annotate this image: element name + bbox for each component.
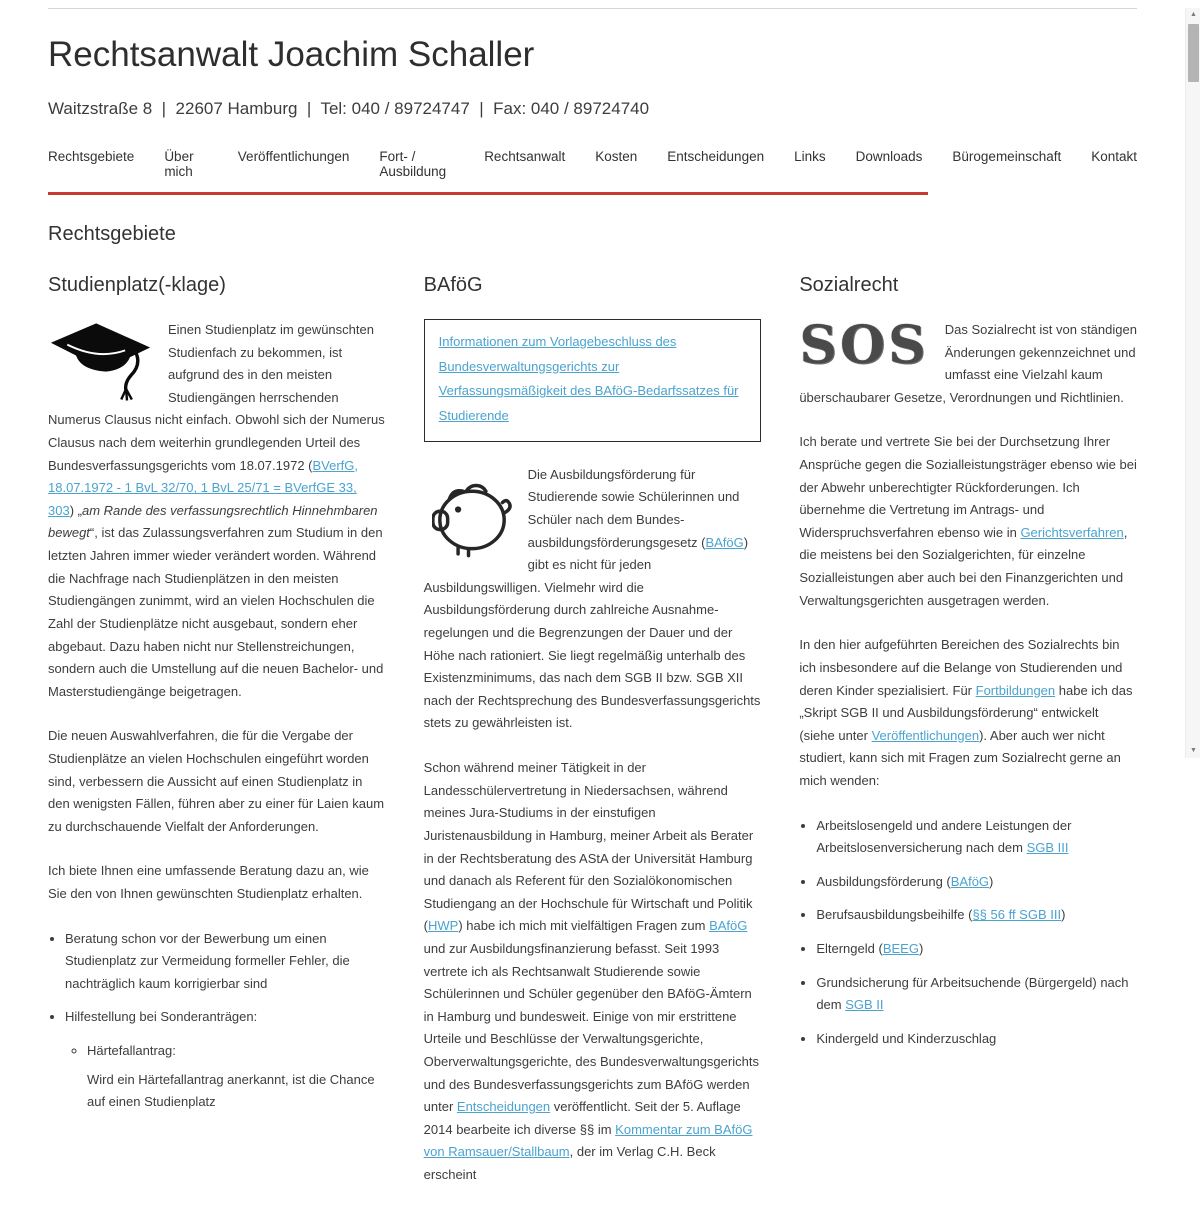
nav-item-kosten[interactable]: Kosten	[595, 149, 638, 164]
paragraph: Ich biete Ihnen eine umfassende Beratung dazu an, wie Sie den von Ihnen gewünschten Studienplatz erhalten.	[48, 863, 369, 902]
list-item: • Kindergeld und Kinderzuschlag	[816, 1028, 1137, 1051]
bullet-list	[48, 928, 386, 1114]
piggy-bank-icon	[432, 466, 512, 560]
browser-viewport	[0, 8, 1200, 1183]
main-nav	[48, 149, 1137, 179]
column-studienplatz	[48, 274, 386, 1209]
list-item: • Beratung schon vor der Bewerbung um einen Studienplatz zur Vermeidung formeller Fehler, die nachträglich kaum korrigierbar sind	[65, 928, 386, 996]
list-item: • Ausbildungsförderung (BAföG)	[816, 871, 1137, 894]
scrollbar-up-arrow[interactable]: ▲	[1190, 11, 1197, 18]
nav-underline-accent	[48, 192, 928, 195]
site-title: Rechtsanwalt Joachim Schaller	[48, 35, 535, 74]
inline-link[interactable]: BEEG	[882, 941, 919, 957]
inline-link[interactable]: Veröffentlichungen	[871, 727, 980, 743]
nav-item-rechtsanwalt[interactable]: Rechtsanwalt	[484, 149, 566, 164]
nav-item-entscheidungen[interactable]: Entscheidungen	[667, 149, 765, 164]
nav-item-rechtsgebiete[interactable]: Rechtsgebiete	[48, 149, 135, 164]
nav-item-downloads[interactable]: Downloads	[855, 149, 923, 164]
nav-item-ueber-mich[interactable]: Über mich	[164, 149, 194, 179]
scrollbar-thumb[interactable]	[1188, 24, 1199, 82]
inline-link[interactable]: BAföG	[705, 534, 744, 550]
inline-link[interactable]: BAföG	[950, 873, 990, 889]
rechtsgebiete-columns	[48, 274, 1137, 1209]
list-item: • Arbeitslosengeld und andere Leistungen der Arbeitslosenversicherung nach dem SGB III	[816, 815, 1137, 860]
paragraph: Die Ausbildungsförderung für Studierende sowie Schülerinnen und Schüler nach dem Bundesausbildungsförderungsgesetz (BAföG) gibt es nicht für jeden Ausbildungswilligen. Vielmehr wird die Ausbildungsförderung durch zahlreiche Ausnahmeregelungen und die Begrenzungen der Dauer und der Höhe nach rationiert. Sie liegt regelmäßig unterhalb des Existenzminimums, das nach dem SGB II bzw. SGB XII nach der Rechtsprechung des Bundesverfassungsgerichts stets zu gewährleisten ist.	[423, 466, 761, 731]
inline-link[interactable]: Entscheidungen	[456, 1099, 551, 1115]
nav-item-fort-ausbildung[interactable]: Fort- / Ausbildung	[379, 149, 447, 179]
list-item: • Hilfestellung bei Sonderanträgen: ◦ Härtefallantrag: Wird ein Härtefallantrag anerkannt, ist die Chance auf einen Studienplatz	[65, 1006, 386, 1113]
page-title: Rechtsgebiete	[48, 223, 176, 245]
paragraph: Schon während meiner Tätigkeit in der Landesschülervertretung in Niedersachsen, während meines Jura-Studiums in der einstufigen Juristenausbildung in Hamburg, meiner Arbeit als Berater in der Rechtsberatung des AStA der Universität Hamburg und danach als Referent für den Sozialökonomischen Studiengang an der Hochschule für Wirtschaft und Politik (HWP) habe ich mich mit vielfältigen Fragen zum BAföG und zur Ausbildungsfinanzierung befasst. Seit 1993 vertrete ich als Rechtsanwalt Studierende sowie Schülerinnen und Schüler gegenüber den BAföG-Ämtern in Hamburg und bundesweit. Einige von mir erstrittene Urteile und Beschlüsse der Verwaltungsgerichte, Oberverwaltungsgerichte, des Bundesverwaltungsgerichts und des Bundesverfassungsgerichts zum BAföG werden unter Entscheidungen veröffentlicht. Seit der 5. Auflage 2014 bearbeite ich diverse §§ im Kommentar zum BAföG von Ramsauer/Stallbaum, der im Verlag C.H. Beck erscheint	[423, 760, 759, 1183]
column-bafoeg	[424, 274, 762, 1209]
list-item: ◦ Härtefallantrag: Wird ein Härtefallantrag anerkannt, ist die Chance auf einen Studienplatz	[87, 1040, 386, 1114]
paragraph: Einen Studienplatz im gewünschten Studienfach zu bekommen, ist aufgrund des in den meisten Studiengängen herrschenden Numerus Clausus nicht einfach. Obwohl sich der Numerus Clausus nach dem weiterhin grundlegenden Urteil des Bundesverfassungsgerichts vom 18.07.1972 (BVerfG, 18.07.1972 - 1 BvL 32/70, 1 BvL 25/71 = BVerfGE 33, 303) „am Rande des verfassungsrechtlich Hinnehmbaren bewegt“, ist das Zulassungsverfahren zum Studium in den letzten Jahren immer wieder verändert worden. Während die Nachfrage nach Studienplätzen in den meisten Studiengängen zunimmt, wird an vielen Hochschulen die Zahl der Studienplätze nicht ausgebaut, sondern eher abgebaut. Dazu haben nicht nur Stellenstreichungen, sondern auch die Umstellung auf die neuen Bachelor- und Masterstudiengänge beigetragen.	[48, 322, 385, 699]
paragraph: In den hier aufgeführten Bereichen des Sozialrechts bin ich insbesondere auf die Belange von Studierenden und deren Kinder spezialisiert. Für Fortbildungen habe ich das „Skript SGB II und Ausbildungsförderung“ entwickelt (siehe unter Veröffentlichungen). Aber auch wer nicht studiert, kann sich mit Fragen zum Sozialrecht gerne an mich wenden:	[799, 637, 1133, 788]
nav-item-kontakt[interactable]: Kontakt	[1091, 149, 1137, 164]
inline-link[interactable]: BAföG	[709, 918, 748, 934]
sos-image: SOS	[799, 315, 929, 376]
inline-link[interactable]: BVerfG, 18.07.1972 - 1 BvL 32/70, 1 BvL 25/71 = BVerfGE 33, 303	[48, 457, 359, 518]
inline-link[interactable]: SGB II	[845, 997, 884, 1013]
list-item: • Elterngeld (BEEG)	[816, 938, 1137, 961]
sub-bullet-list	[65, 1040, 386, 1114]
paragraph: Ich berate und vertrete Sie bei der Durchsetzung Ihrer Ansprüche gegen die Sozialleistungsträger ebenso wie bei der Abwehr unberechtigter Rückforderungen. Ich übernehme die Vertretung im Antrags- und Widerspruchsverfahren ebenso wie in Gerichtsverfahren, die meistens bei den Sozialgerichten, für einzelne Sozialleistungen aber auch bei den Finanzgerichten und Verwaltungsgerichten ausgetragen werden.	[799, 434, 1137, 608]
nav-item-buerogemeinschaft[interactable]: Bürogemeinschaft	[952, 149, 1062, 164]
scrollbar[interactable]	[1185, 8, 1200, 758]
notice-box	[424, 319, 762, 442]
paragraph: Das Sozialrecht ist von ständigen Änderungen gekennzeichnet und umfasst eine Vielzahl kaum überschaubarer Gesetze, Verordnungen und Richtlinien.	[799, 322, 1137, 405]
clipped-text-line: Wird ein Härtefallantrag anerkannt, ist die Chance auf einen Studienplatz	[87, 1071, 375, 1110]
column-heading-studienplatz: Studienplatz(-klage)	[48, 274, 226, 296]
contact-info: Waitzstraße 8 | 22607 Hamburg | Tel: 040 / 89724747 | Fax: 040 / 89724740	[48, 99, 650, 118]
inline-link[interactable]: §§ 56 ff SGB III	[972, 907, 1062, 923]
inline-link[interactable]: Kommentar zum BAföG von Ramsauer/Stallbaum	[423, 1121, 753, 1160]
inline-link[interactable]: Informationen zum Vorlagebeschluss des Bundesverwaltungsgerichts zur Verfassungsmäßigkeit des BAföG-Bedarfssatzes für Studierende	[438, 334, 739, 424]
paragraph: Die neuen Auswahlverfahren, die für die Vergabe der Studienplätze an vielen Hochschulen eingeführt worden sind, verbessern die Aussicht auf einen Studienplatz in den wenigsten Fällen, führen aber zu einer für Laien kaum zu durchschauende Vielfalt der Anforderungen.	[48, 728, 385, 834]
nav-item-links[interactable]: Links	[794, 149, 826, 164]
bullet-list	[799, 815, 1137, 1051]
site-header	[48, 35, 1137, 195]
inline-link[interactable]: HWP	[428, 918, 459, 934]
graduation-cap-icon	[48, 321, 154, 401]
inline-link[interactable]: Fortbildungen	[975, 682, 1056, 698]
page-content	[48, 8, 1137, 1209]
list-item: • Berufsausbildungsbeihilfe (§§ 56 ff SGB III)	[816, 904, 1137, 927]
column-heading-bafoeg: BAföG	[423, 274, 483, 296]
column-heading-sozialrecht: Sozialrecht	[799, 274, 899, 296]
inline-link[interactable]: SGB III	[1026, 840, 1069, 856]
column-sozialrecht	[799, 274, 1137, 1209]
scrollbar-down-arrow[interactable]: ▼	[1190, 747, 1197, 754]
nav-item-veroeffentlichungen[interactable]: Veröffentlichungen	[237, 149, 350, 164]
inline-link[interactable]: Gerichtsverfahren	[1020, 524, 1124, 540]
list-item: • Grundsicherung für Arbeitsuchende (Bürgergeld) nach dem SGB II	[816, 972, 1137, 1017]
